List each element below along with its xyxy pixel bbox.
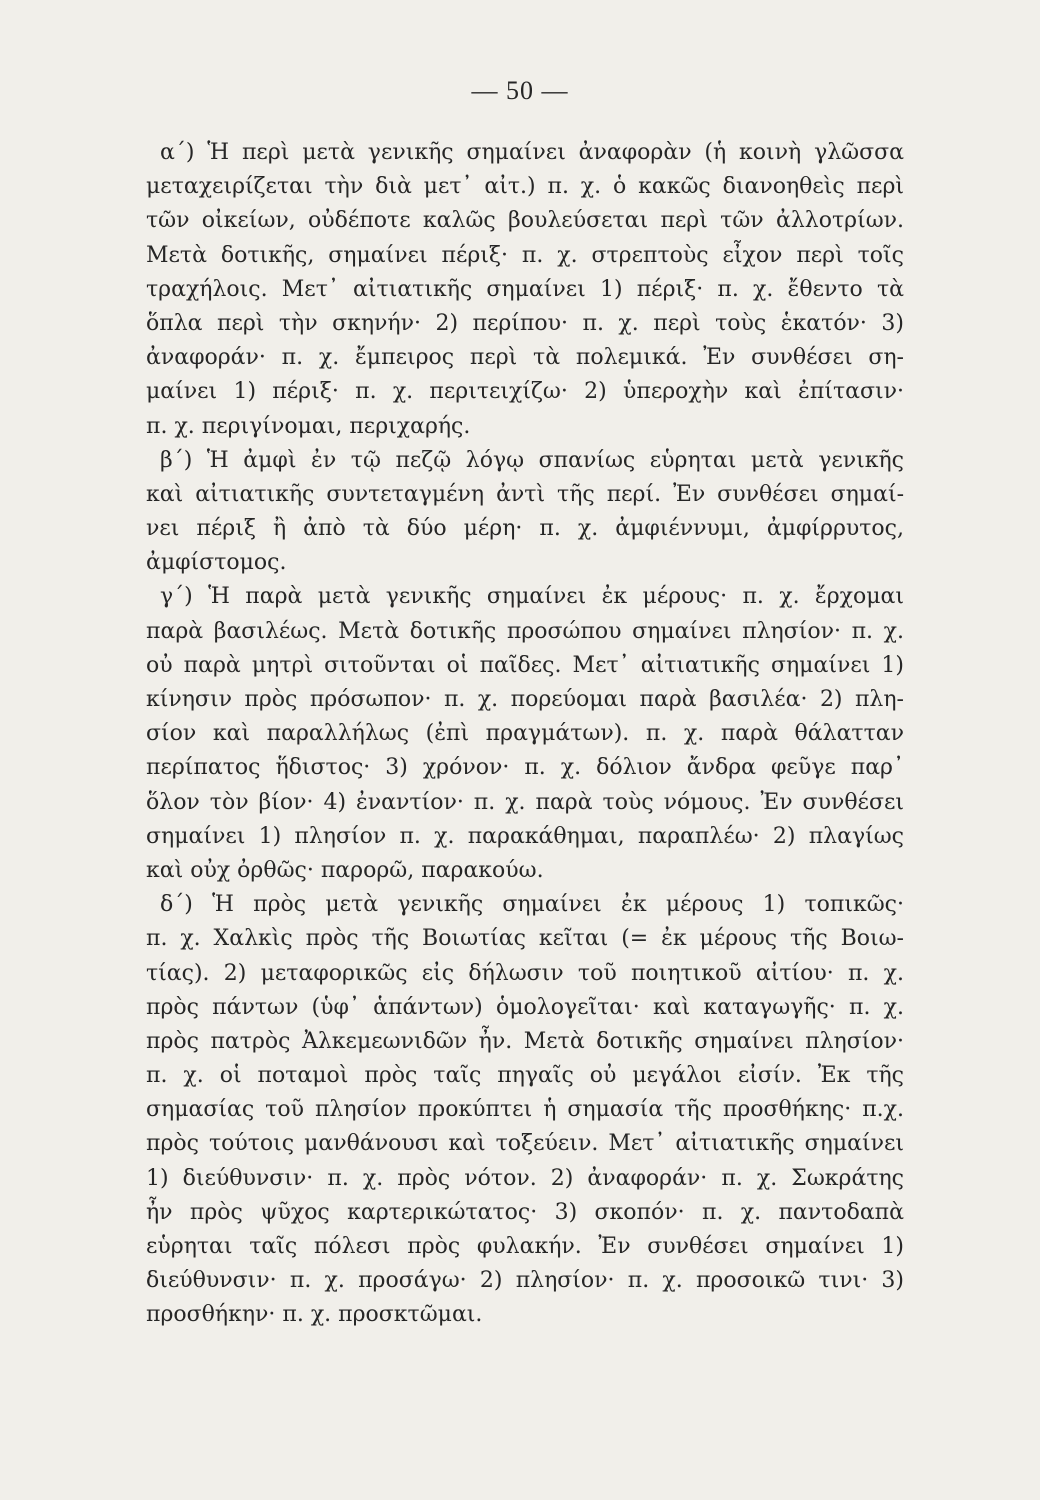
text-line: καὶ αἰτιατικῆς συντεταγμένη ἀντὶ τῆς περί. Ἐν συνθέσει σημαί- [146, 481, 904, 507]
text-line: ἀμφίστομος. [146, 550, 287, 576]
text-line: Μετὰ δοτικῆς, σημαίνει πέριξ· π. χ. στρεπτοὺς εἶχον περὶ τοῖς [146, 242, 904, 268]
text-line: σημαίνει 1) πλησίον π. χ. παρακάθημαι, παραπλέω· 2) πλαγίως [146, 823, 904, 849]
text-line: α΄) Ἡ περὶ μετὰ γενικῆς σημαίνει ἀναφορὰν (ἡ κοινὴ γλῶσσα [160, 140, 904, 165]
text-line: πρὸς πάντων (ὑφ᾽ ἁπάντων) ὁμολογεῖται· καὶ καταγωγῆς· π. χ. [146, 994, 904, 1020]
text-line: παρὰ βασιλέως. Μετὰ δοτικῆς προσώπου σημαίνει πλησίον· π. χ. [146, 618, 904, 644]
text-line: οὐ παρὰ μητρὶ σιτοῦνται οἱ παῖδες. Μετ᾽ αἰτιατικῆς σημαίνει 1) [146, 652, 904, 678]
text-line: δ΄) Ἡ πρὸς μετὰ γενικῆς σημαίνει ἐκ μέρους 1) τοπικῶς· [160, 892, 904, 918]
paragraph-beta [146, 444, 904, 581]
text-line: β΄) Ἡ ἀμφὶ ἐν τῷ πεζῷ λόγῳ σπανίως εὑρηται μετὰ γενικῆς [160, 447, 904, 473]
text-line: καὶ οὐχ ὀρθῶς· παρορῶ, παρακούω. [146, 857, 544, 883]
text-line: π. χ. οἱ ποταμοὶ πρὸς ταῖς πηγαῖς οὐ μεγάλοι εἰσίν. Ἐκ τῆς [146, 1063, 904, 1089]
text-line: ἦν πρὸς ψῦχος καρτερικώτατος· 3) σκοπόν· π. χ. παντοδαπὰ [146, 1199, 904, 1225]
text-line: σημασίας τοῦ πλησίον προκύπτει ἡ σημασία τῆς προσθήκης· π.χ. [146, 1097, 904, 1123]
text-line: πρὸς πατρὸς Ἀλκεμεωνιδῶν ἦν. Μετὰ δοτικῆς σημαίνει πλησίον· [146, 1028, 904, 1054]
text-line: ὅλον τὸν βίον· 4) ἐναντίον· π. χ. παρὰ τοὺς νόμους. Ἐν συνθέσει [146, 789, 904, 815]
text-line: 1) διεύθυνσιν· π. χ. πρὸς νότον. 2) ἀναφοράν· π. χ. Σωκράτης [146, 1165, 904, 1191]
paragraph-delta [146, 888, 904, 1332]
text-line: διεύθυνσιν· π. χ. προσάγω· 2) πλησίον· π. χ. προσοικῶ τινι· 3) [146, 1268, 904, 1294]
text-line: γ΄) Ἡ παρὰ μετὰ γενικῆς σημαίνει ἐκ μέρους· π. χ. ἔρχομαι [160, 584, 904, 610]
text-line: ὅπλα περὶ τὴν σκηνήν· 2) περίπου· π. χ. περὶ τοὺς ἑκατόν· 3) [146, 310, 904, 336]
text-line: π. χ. περιγίνομαι, περιχαρής. [146, 413, 471, 439]
body-text [146, 136, 904, 1333]
text-line: μαίνει 1) πέριξ· π. χ. περιτειχίζω· 2) ὑπεροχὴν καὶ ἐπίτασιν· [146, 379, 904, 405]
text-line: μεταχειρίζεται τὴν διὰ μετ᾽ αἰτ.) π. χ. ὁ κακῶς διανοηθεὶς περὶ [146, 174, 904, 200]
page-number: — 50 — [471, 76, 569, 105]
text-line: σίον καὶ παραλλήλως (ἐπὶ πραγμάτων). π. χ. παρὰ θάλατταν [146, 721, 904, 747]
text-line: εὑρηται ταῖς πόλεσι πρὸς φυλακήν. Ἐν συνθέσει σημαίνει 1) [146, 1234, 904, 1259]
text-line: πρὸς τούτοις μανθάνουσι καὶ τοξεύειν. Μετ᾽ αἰτιατικῆς σημαίνει [146, 1131, 904, 1157]
text-line: τραχήλοις. Μετ᾽ αἰτιατικῆς σημαίνει 1) πέριξ· π. χ. ἔθεντο τὰ [146, 276, 904, 302]
text-line: π. χ. Χαλκὶς πρὸς τῆς Βοιωτίας κεῖται (= ἐκ μέρους τῆς Βοιω- [146, 926, 904, 952]
paragraph-gamma [146, 580, 904, 888]
text-line: προσθήκην· π. χ. προσκτῶμαι. [146, 1302, 483, 1328]
text-line: κίνησιν πρὸς πρόσωπον· π. χ. πορεύομαι παρὰ βασιλέα· 2) πλη- [146, 687, 904, 712]
text-line: τῶν οἰκείων, οὐδέποτε καλῶς βουλεύσεται περὶ τῶν ἀλλοτρίων. [146, 208, 904, 234]
text-line: ἀναφοράν· π. χ. ἔμπειρος περὶ τὰ πολεμικά. Ἐν συνθέσει ση- [146, 345, 904, 371]
text-line: τίας). 2) μεταφορικῶς εἰς δήλωσιν τοῦ ποιητικοῦ αἰτίου· π. χ. [146, 960, 904, 986]
text-line: νει πέριξ ἢ ἀπὸ τὰ δύο μέρη· π. χ. ἀμφιέννυμι, ἀμφίρρυτος, [146, 516, 904, 542]
paragraph-alpha [146, 136, 904, 444]
text-line: περίπατος ἥδιστος· 3) χρόνον· π. χ. δόλιον ἄνδρα φεῦγε παρ᾽ [146, 755, 904, 781]
